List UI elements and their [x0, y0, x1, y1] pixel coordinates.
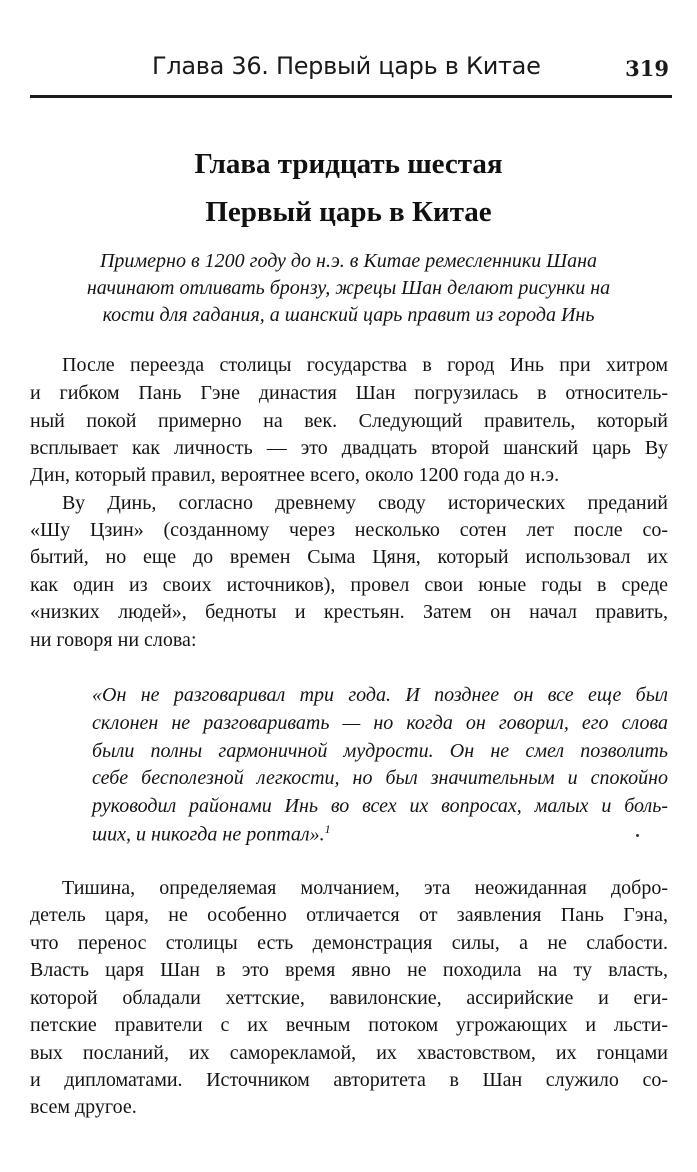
page-number: 319	[625, 56, 669, 81]
body-line: и дипломатами. Источником авторитета в Шан служило со-	[30, 1069, 668, 1091]
body-line: которой обладали хеттские, вавилонские, ассирийские и еги-	[30, 987, 668, 1009]
quote-line-last	[92, 822, 668, 847]
body-line: Тишина, определяемая молчанием, эта неожиданная добро-	[62, 877, 668, 899]
quote-line: себе бесполезной легкости, но был значительным и спокойно	[92, 767, 668, 789]
quote-line: руководил районами Инь во всех их вопросах, малых и боль-	[92, 795, 668, 817]
body-line: Ву Динь, согласно древнему своду исторических преданий	[62, 492, 668, 514]
body-line: детель царя, не особенно отличается от заявления Пань Гэна,	[30, 904, 668, 926]
quote-line: «Он не разговаривал три года. И позднее он все еще был	[92, 684, 668, 706]
epigraph-line: кости для гадания, а шанский царь правит из города Инь	[102, 304, 595, 326]
epigraph-line: Примерно в 1200 году до н.э. в Китае ремесленники Шана	[99, 250, 598, 272]
body-line: вых посланий, их саморекламой, их хвастовством, их гонцами	[30, 1042, 668, 1064]
body-line: всплывает как личность — это двадцать второй шанский царь Ву	[30, 437, 668, 459]
body-line: Власть царя Шан в это время явно не походила на ту власть,	[30, 959, 668, 981]
quote-line-text: ших, и никогда не роптал».	[92, 823, 325, 846]
body-line: что перенос столицы есть демонстрация силы, а не слабости.	[30, 932, 668, 954]
body-line: ни говоря ни слова:	[30, 629, 197, 651]
quote-line: склонен не разговаривать — но когда он говорил, его слова	[92, 712, 668, 734]
body-line: После переезда столицы государства в город Инь при хитром	[62, 354, 668, 376]
chapter-title-line1: Глава тридцать шестая	[194, 148, 503, 180]
body-line: как один из своих источников), провел свои юные годы в среде	[30, 574, 668, 596]
body-line: Дин, который правил, вероятнее всего, около 1200 года до н.э.	[30, 464, 560, 486]
body-line: бытий, но еще до времен Сыма Цяня, который использовал их	[30, 546, 668, 568]
body-line: «низких людей», бедноты и крестьян. Затем он начал править,	[30, 601, 668, 623]
body-line: всем другое.	[30, 1096, 137, 1118]
footnote-marker[interactable]: 1	[324, 822, 331, 836]
quote-line: были полны гармоничной мудрости. Он не смел позволить	[92, 740, 668, 762]
body-line: и гибком Пань Гэне династия Шан погрузилась в относитель-	[30, 382, 668, 404]
print-speck	[636, 834, 639, 837]
header-rule	[30, 95, 672, 98]
running-head-title: Глава 36. Первый царь в Китае	[152, 52, 541, 80]
epigraph-line: начинают отливать бронзу, жрецы Шан делают рисунки на	[86, 277, 611, 299]
body-line: «Шу Цзин» (созданному через несколько сотен лет после со-	[30, 519, 668, 541]
body-line: петские правители с их вечным потоком угрожающих и льсти-	[30, 1014, 668, 1036]
body-line: ный покой примерно на век. Следующий правитель, который	[30, 410, 668, 432]
chapter-title-line2: Первый царь в Китае	[205, 196, 492, 228]
